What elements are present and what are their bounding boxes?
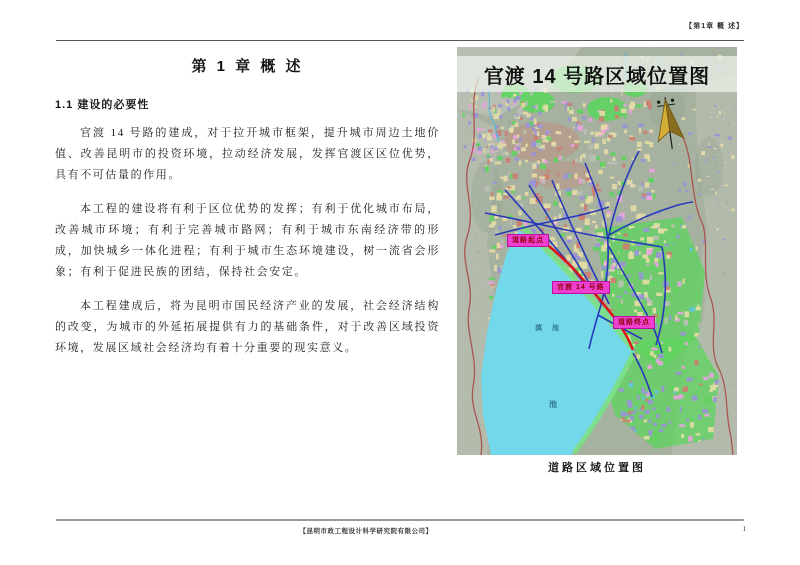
lake-dianchi-label: 滇 池	[535, 325, 563, 332]
footer-company: 【昆明市政工程设计科学研究院有限公司】	[299, 528, 433, 535]
header-rule	[56, 40, 744, 41]
map-caption: 道路区域位置图	[548, 462, 646, 474]
lake-dianchi-label-2: 池	[549, 400, 557, 409]
footer-page-number: 1	[742, 525, 746, 533]
section-heading: 1.1 建设的必要性	[55, 99, 150, 111]
map-label-road-14: 官渡 14 号路	[552, 281, 610, 294]
map-svg	[457, 47, 737, 455]
map-label-road-end: 道路终点	[613, 316, 655, 329]
north-arrow-compass-icon	[645, 93, 693, 159]
paragraph-1: 官渡 14 号路的建成，对于拉开城市框架，提升城市周边土地价值、改善昆明市的投资环境，拉动经济发展，发挥官渡区区位优势，具有不可估量的作用。	[55, 127, 440, 181]
paragraph-2: 本工程的建设将有利于区位优势的发挥；有利于优化城市布局，改善城市环境；有利于完善城市路网；有利于城市东南经济带的形成，加快城乡一体化进程；有利于城市生态环境建设，树一流省会形象；有利于促进民族的团结，保持社会安定。	[55, 203, 440, 278]
header-chapter-label: 【第1章 概 述】	[685, 23, 744, 30]
map-title-banner: 官渡 14 号路区域位置图	[457, 56, 737, 92]
region-location-map	[457, 47, 737, 455]
footer-rule	[56, 519, 744, 521]
map-label-road-start: 道路起点	[507, 234, 549, 247]
paragraph-3: 本工程建成后，将为昆明市国民经济产业的发展，社会经济结构的改变，为城市的外延拓展提供有力的基础条件，对于改善区域投资环境，发展区域社会经济均有着十分重要的现实意义。	[55, 300, 440, 354]
text-column	[55, 47, 440, 359]
chapter-title: 第 1 章 概 述	[191, 58, 304, 75]
